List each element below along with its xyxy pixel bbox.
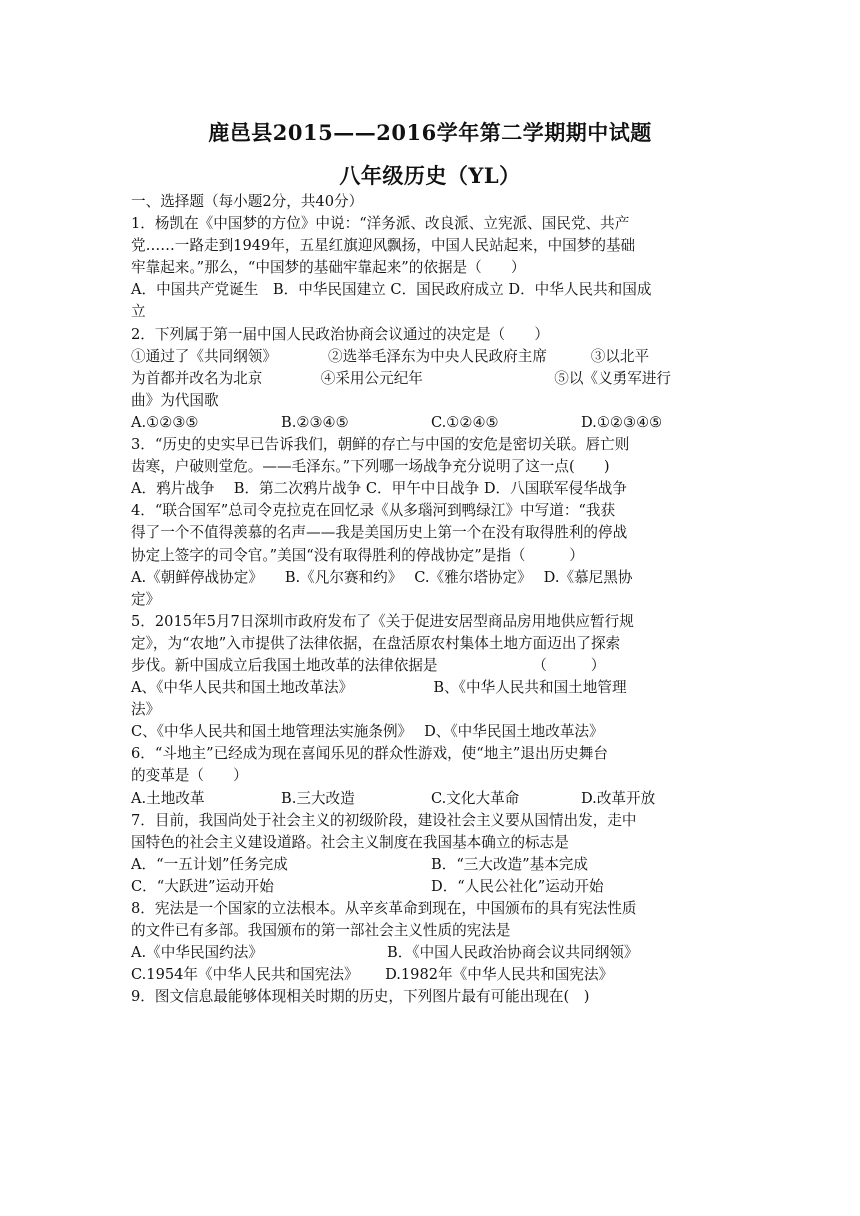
question-options-line: C、《中华人民共和国土地管理法实施条例》 D、《中华民国土地改革法》 bbox=[131, 723, 604, 741]
question-options-line: A、《中华人民共和国土地改革法》 B、《中华人民共和国土地管理 bbox=[131, 679, 627, 697]
option-c: C.①②④⑤ bbox=[431, 413, 499, 431]
option-c: C．“大跃进”运动开始 bbox=[131, 877, 274, 895]
question-6 bbox=[131, 743, 731, 809]
question-options-row bbox=[131, 876, 731, 898]
question-stem-line: 国特色的社会主义建设道路。社会主义制度在我国基本确立的标志是 bbox=[131, 833, 569, 851]
question-options-row bbox=[131, 788, 731, 810]
question-stem-line: 协定上签字的司令官。”美国“没有取得胜利的停战协定”是指（ ） bbox=[131, 546, 584, 564]
option-b: B.三大改造 bbox=[281, 789, 355, 807]
question-2 bbox=[131, 324, 731, 434]
question-stem-line: 齿寒，户破则堂危。——毛泽东。”下列哪一场战争充分说明了这一点( ) bbox=[131, 458, 610, 476]
question-stem-line: 得了一个不值得羡慕的名声——我是美国历史上第一个在没有取得胜利的停战 bbox=[131, 524, 628, 542]
question-stem-line: 1．杨凯在《中国梦的方位》中说：“洋务派、改良派、立宪派、国民党、共产 bbox=[131, 215, 630, 233]
option-c: C.文化大革命 bbox=[431, 789, 520, 807]
question-stem-line: 9．图文信息最能够体现相关时期的历史，下列图片最有可能出现在( ) bbox=[131, 988, 590, 1006]
question-stem-line: 6．“斗地主”已经成为现在喜闻乐见的群众性游戏，使“地主”退出历史舞台 bbox=[131, 745, 608, 763]
question-8 bbox=[131, 898, 731, 986]
question-stem-line: 5．2015年5月7日深圳市政府发布了《关于促进安居型商品房用地供应暂行规 bbox=[131, 612, 634, 630]
section-title: 一、选择题（每小题2分，共40分） bbox=[131, 193, 364, 210]
question-options-line: A．鸦片战争 B．第二次鸦片战争 C．甲午中日战争 D．八国联军侵华战争 bbox=[131, 480, 627, 498]
question-options-line: A．中国共产党诞生 B．中华民国建立 C．国民政府成立 D．中华人民共和国成 bbox=[131, 281, 652, 299]
question-stem-line: 党……一路走到1949年，五星红旗迎风飘扬，中国人民站起来，中国梦的基础 bbox=[131, 237, 636, 255]
question-stem-line: ①通过了《共同纲领》 ②选举毛泽东为中央人民政府主席 ③以北平 bbox=[131, 347, 650, 365]
question-options-row bbox=[131, 412, 731, 434]
exam-subtitle: 八年级历史（YL） bbox=[339, 163, 521, 188]
question-9 bbox=[131, 986, 731, 1008]
question-stem-line: 的变革是（ ） bbox=[131, 767, 248, 785]
exam-title: 鹿邑县2015——2016学年第二学期期中试题 bbox=[208, 120, 652, 145]
option-a: A.土地改革 bbox=[131, 789, 205, 807]
question-options-line: A.《中华民国约法》 B．《中国人民政治协商会议共同纲领》 bbox=[131, 944, 639, 962]
question-options-line: C.1954年《中华人民共和国宪法》 D.1982年《中华人民共和国宪法》 bbox=[131, 966, 614, 984]
option-d: D.①②③④⑤ bbox=[581, 413, 663, 431]
option-d: D.改革开放 bbox=[581, 789, 656, 807]
question-stem-line: 3．“历史的史实早已告诉我们，朝鲜的存亡与中国的安危是密切关联。唇亡则 bbox=[131, 436, 630, 454]
question-options-line: 法》 bbox=[131, 701, 161, 719]
question-3 bbox=[131, 434, 731, 500]
question-stem-line: 曲》为代国歌 bbox=[131, 391, 219, 409]
question-1 bbox=[131, 213, 731, 323]
question-stem-line: 步伐。新中国成立后我国土地改革的法律依据是 （ ） bbox=[131, 656, 606, 674]
option-a: A.①②③⑤ bbox=[131, 413, 199, 431]
exam-content bbox=[131, 191, 731, 1008]
question-options-row bbox=[131, 854, 731, 876]
question-7 bbox=[131, 810, 731, 898]
question-stem-line: 的文件已有多部。我国颁布的第一部社会主义性质的宪法是 bbox=[131, 922, 511, 940]
question-stem-line: 牢靠起来。”那么，“中国梦的基础牢靠起来”的依据是（ ） bbox=[131, 259, 526, 277]
question-stem-line: 定》，为“农地”入市提供了法律依据，在盘活原农村集体土地方面迈出了探索 bbox=[131, 634, 621, 652]
question-stem-line: 2．下列属于第一届中国人民政治协商会议通过的决定是（ ） bbox=[131, 325, 549, 343]
option-a: A．“一五计划”任务完成 bbox=[131, 855, 288, 873]
question-stem-line: 8．宪法是一个国家的立法根本。从辛亥革命到现在，中国颁布的具有宪法性质 bbox=[131, 900, 637, 917]
question-options-line: 定》 bbox=[131, 590, 161, 608]
question-options-line: 立 bbox=[131, 303, 146, 321]
question-5 bbox=[131, 611, 731, 744]
question-4 bbox=[131, 500, 731, 610]
question-stem-line: 为首都并改名为北京 ④采用公元纪年 ⑤以《义勇军进行 bbox=[131, 369, 671, 387]
option-b: B.②③④⑤ bbox=[281, 413, 349, 431]
question-stem-line: 4．“联合国军”总司令克拉克在回忆录《从多瑙河到鸭绿江》中写道：“我获 bbox=[131, 502, 616, 520]
option-d: D．“人民公社化”运动开始 bbox=[431, 877, 604, 895]
option-b: B．“三大改造”基本完成 bbox=[431, 855, 588, 873]
question-stem-line: 7．目前，我国尚处于社会主义的初级阶段，建设社会主义要从国情出发，走中 bbox=[131, 811, 637, 829]
question-options-line: A.《朝鲜停战协定》 B.《凡尔赛和约》 C.《雅尔塔协定》 D.《慕尼黑协 bbox=[131, 568, 633, 586]
